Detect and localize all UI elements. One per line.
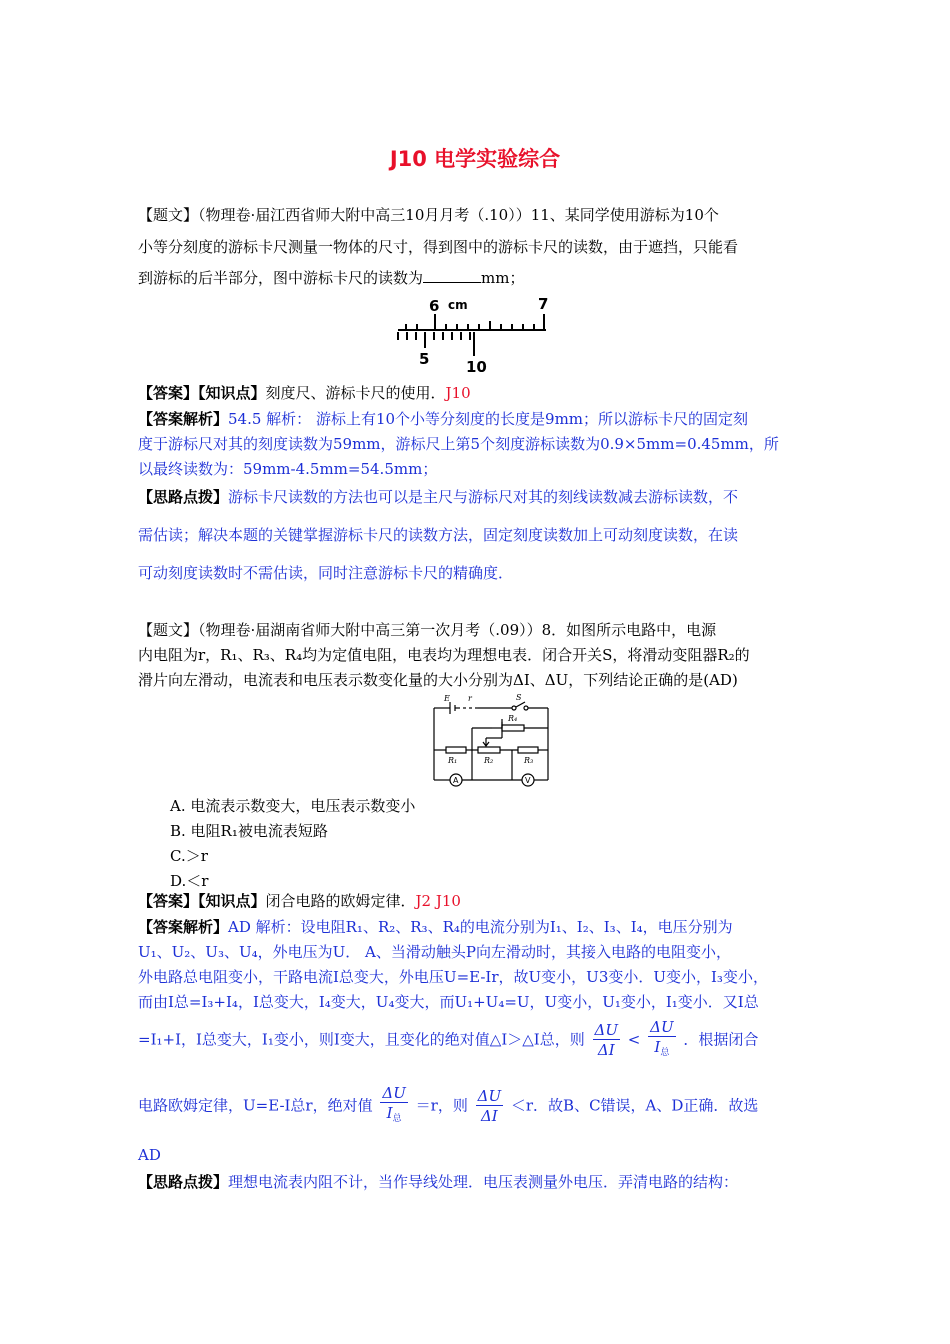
- q1-line-3-text: 到游标的后半部分，图中游标卡尺的读数为: [138, 269, 424, 287]
- q1-explanation-line-3: 以最终读数为：59mm-4.5mm=54.5mm；: [138, 460, 438, 478]
- q1-explanation-line-2: 度于游标尺对其的刻度读数为59mm，游标尺上第5个刻度游标读数为0.9×5mm=0.45mm，所: [138, 435, 779, 453]
- q2-explanation-line-7: AD: [138, 1146, 161, 1164]
- option-a: A. 电流表示数变大，电压表示数变小: [170, 797, 416, 815]
- explanation-text-6c: ＜r．故B、C错误，A、D正确．故选: [510, 1096, 759, 1115]
- ammeter-label: A: [453, 776, 459, 785]
- tip-text-1: 游标卡尺读数的方法也可以是主尺与游标尺对其的刻线读数减去游标读数，不: [228, 488, 739, 506]
- vernier-label-10: 10: [466, 358, 487, 374]
- knowledge-code: J10: [445, 384, 471, 402]
- explanation-text-6b: ＝r，则: [415, 1096, 468, 1115]
- q1-line-2: 小等分刻度的游标卡尺测量一物体的尺寸，得到图中的游标卡尺的读数，由于遮挡，只能看: [138, 238, 739, 256]
- option-c: C.＞r: [170, 847, 208, 865]
- page-title: J10 电学实验综合: [389, 147, 561, 171]
- explanation-tag: 【答案解析】: [138, 410, 229, 428]
- label-R3: R₃: [524, 756, 534, 765]
- fraction-du-itotal: $\frac{\Delta U}{I_总}$: [650, 1018, 674, 1058]
- label-r: r: [468, 694, 472, 703]
- label-R1: R₁: [448, 756, 458, 765]
- vernier-label-5: 5: [419, 350, 430, 368]
- q1-unit: mm；: [481, 269, 525, 287]
- q2-explanation-line-4: 而由I总=I₃+I₄，I总变大，I₄变大，U₄变大，而U₁+U₄=U，U变小，U₁变小，I₁变小．又I总: [138, 993, 759, 1011]
- q2-explanation-line-5: [138, 1018, 758, 1063]
- label-S: S: [516, 693, 522, 702]
- tip-tag: 【思路点拨】: [138, 488, 229, 506]
- option-d: D.＜r: [170, 872, 209, 890]
- q1-tip-line-2: 需估读；解决本题的关键掌握游标卡尺的读数方法，固定刻度读数加上可动刻度读数，在读: [138, 526, 739, 544]
- q1-line-1: 【题文】（物理卷·届江西省师大附中高三10月月考（.10））11、某同学使用游标为10个: [138, 206, 719, 224]
- q2-explanation-line-3: 外电路总电阻变小，干路电流I总变大，外电压U=E-Ir，故U变小，U3变小．U变小，I₃变小，: [138, 968, 768, 986]
- explanation-tag: 【答案解析】: [138, 918, 229, 936]
- q2-explanation-line-2: U₁、U₂、U₃、U₄，外电压为U． A、当滑动触头P向左滑动时，其接入电路的电阻变小，: [138, 943, 731, 961]
- explanation-text-1: AD 解析：设电阻R₁、R₂、R₃、R₄的电流分别为I₁、I₂、I₃、I₄，电压分别为: [228, 918, 733, 936]
- answer-tag: 【答案】【知识点】: [138, 892, 266, 910]
- circuit-diagram: [428, 692, 554, 788]
- q1-answer-line: [138, 383, 471, 403]
- q1-tip-line-3: 可动刻度读数时不需估读，同时注意游标卡尺的精确度．: [138, 564, 514, 582]
- label-R4: R₄: [508, 714, 518, 723]
- explanation-text-5b: ．根据闭合: [683, 1030, 759, 1049]
- knowledge-code: J2 J10: [415, 892, 461, 910]
- tip-tag: 【思路点拨】: [138, 1173, 229, 1191]
- main-scale-label-7: 7: [538, 295, 549, 313]
- q2-line-1: 【题文】（物理卷·届湖南省师大附中高三第一次月考（.09））8．如图所示电路中，电源: [138, 621, 717, 639]
- main-scale-label-6: 6: [429, 297, 440, 315]
- q1-tip-line-1: [138, 487, 738, 507]
- unit-label-cm: cm: [448, 298, 468, 312]
- voltmeter-label: V: [525, 776, 531, 785]
- q1-line-3: [138, 267, 524, 288]
- answer-tag: 【答案】【知识点】: [138, 384, 266, 402]
- q1-explanation-line-1: [138, 409, 748, 429]
- explanation-text-6a: 电路欧姆定律，U=E-I总r，绝对值: [138, 1096, 373, 1115]
- q2-explanation-line-6: [138, 1084, 758, 1129]
- label-E: E: [444, 694, 450, 703]
- explanation-text-5: =I₁+I，I总变大，I₁变小，则I变大，且变化的绝对值△I＞△I总，则: [138, 1030, 585, 1049]
- option-b: B. 电阻R₁被电流表短路: [170, 822, 328, 840]
- q2-answer-line: [138, 891, 461, 911]
- q2-tip-line-1: [138, 1172, 738, 1192]
- fraction-du-di-2: $\frac{\Delta U}{\Delta I}$: [477, 1087, 502, 1125]
- less-than-sign: <: [627, 1030, 641, 1049]
- knowledge-point: 刻度尺、游标卡尺的使用．: [265, 384, 446, 402]
- knowledge-point: 闭合电路的欧姆定律．: [265, 892, 416, 910]
- tip-text-1: 理想电流表内阻不计，当作导线处理．电压表测量外电压．弄清电路的结构：: [228, 1173, 739, 1191]
- label-R2: R₂: [484, 756, 494, 765]
- explanation-text-1: 54.5 解析： 游标上有10个小等分刻度的长度是9mm；所以游标卡尺的固定刻: [228, 410, 749, 428]
- vernier-caliper-figure: [394, 294, 554, 374]
- fraction-du-itotal-2: $\frac{\Delta U}{I_总}$: [382, 1084, 406, 1124]
- answer-blank: [423, 267, 481, 283]
- q2-explanation-line-1: [138, 917, 733, 937]
- q2-line-2: 内电阻为r，R₁、R₃、R₄均为定值电阻，电表均为理想电表．闭合开关S，将滑动变阻器R₂的: [138, 646, 750, 664]
- fraction-du-di: $\frac{\Delta U}{\Delta I}$: [594, 1021, 618, 1059]
- q2-line-3: 滑片向左滑动，电流表和电压表示数变化量的大小分别为ΔI、ΔU，下列结论正确的是(AD): [138, 671, 738, 689]
